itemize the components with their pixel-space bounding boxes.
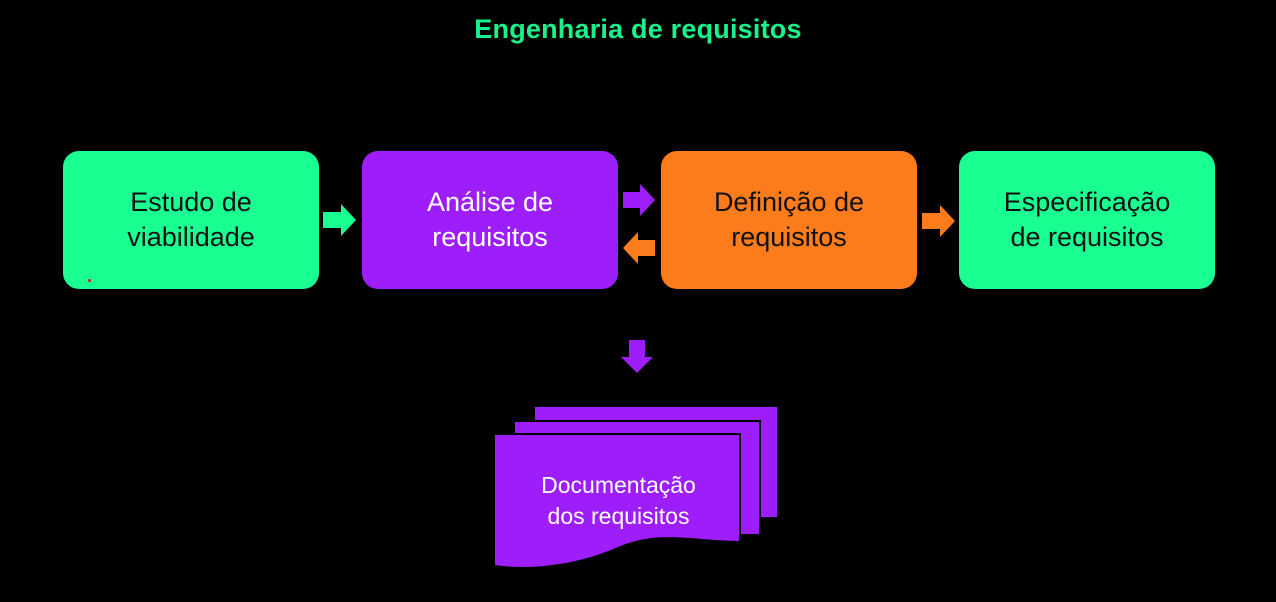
box-especificacao-requisitos xyxy=(959,151,1215,289)
box-analise-requisitos xyxy=(362,151,618,289)
box-estudo-viabilidade-label: Estudo de viabilidade xyxy=(127,187,255,252)
arrow-right-purple-icon xyxy=(623,184,656,216)
arrow-right-green-icon xyxy=(323,203,357,237)
box-estudo-viabilidade xyxy=(63,151,319,289)
diagram-title: Engenharia de requisitos xyxy=(474,14,802,44)
arrow-right-orange-icon xyxy=(922,204,956,238)
box-definicao-requisitos xyxy=(661,151,917,289)
box-analise-requisitos-label: Análise de requisitos xyxy=(426,187,554,252)
box-definicao-requisitos-label: Definição de requisitos xyxy=(713,187,865,252)
box-especificacao-requisitos-label: Especificação de requisitos xyxy=(1003,187,1171,252)
arrow-down-purple-icon xyxy=(620,340,654,374)
arrow-left-orange-icon xyxy=(623,232,656,264)
red-dot-mark xyxy=(88,279,91,282)
document-label: Documentação dos requisitos xyxy=(541,472,696,529)
